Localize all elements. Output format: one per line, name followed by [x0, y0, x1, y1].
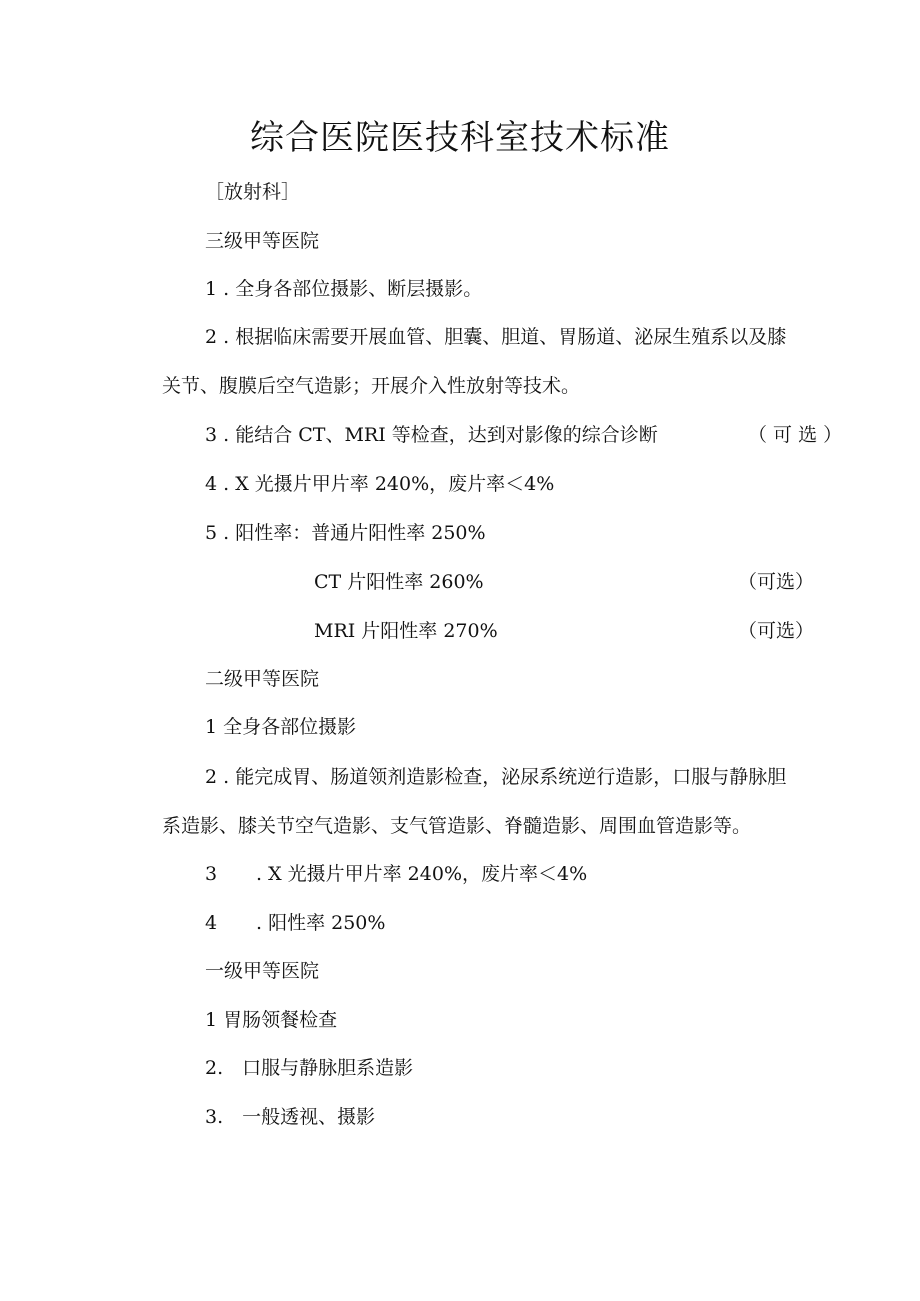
tier3-item5-ct-optional-note: （可选）: [738, 571, 815, 593]
tier2-item4: . 阳性率 250%: [256, 912, 386, 934]
tier3-item5-mri: MRI 片阳性率 270%: [314, 620, 498, 642]
tier2-item2-line2: 系造影、膝关节空气造影、支气管造影、脊髓造影、周围血管造影等。: [162, 815, 752, 837]
tier2-item2-line1: 2 . 能完成胃、肠道领剂造影检查，泌尿系统逆行造影，口服与静脉胆: [205, 766, 787, 788]
tier3-heading: 三级甲等医院: [205, 230, 320, 252]
tier3-item1: 1 . 全身各部位摄影、断层摄影。: [205, 278, 483, 300]
tier3-item3-optional-note: （ 可 选 ）: [748, 424, 843, 446]
tier2-heading: 二级甲等医院: [205, 668, 320, 690]
tier3-item5: 5 . 阳性率：普通片阳性率 250%: [205, 522, 486, 544]
tier2-item1: 1 全身各部位摄影: [205, 716, 357, 738]
tier3-item5-ct: CT 片阳性率 260%: [314, 571, 484, 593]
tier1-item1: 1 胃肠领餐检查: [205, 1009, 338, 1031]
tier3-item2-line2: 关节、腹膜后空气造影；开展介入性放射等技术。: [162, 375, 581, 397]
tier1-item2: 2. 口服与静脉胆系造影: [205, 1057, 414, 1079]
tier2-item4-number: 4: [205, 912, 218, 934]
document-title: 综合医院医技科室技术标准: [250, 118, 670, 158]
tier2-item3: . X 光摄片甲片率 240%，废片率＜4%: [256, 863, 588, 885]
tier1-heading: 一级甲等医院: [205, 960, 320, 982]
tier1-item3: 3. 一般透视、摄影: [205, 1106, 376, 1128]
tier2-item3-number: 3: [205, 863, 218, 885]
tier3-item2-line1: 2 . 根据临床需要开展血管、胆囊、胆道、胃肠道、泌尿生殖系以及膝: [205, 326, 787, 348]
section-heading: ［放射科］: [205, 181, 301, 203]
tier3-item5-mri-optional-note: （可选）: [738, 620, 815, 642]
tier3-item3: 3 . 能结合 CT、MRI 等检查，达到对影像的综合诊断: [205, 424, 658, 446]
tier3-item4: 4 . X 光摄片甲片率 240%，废片率＜4%: [205, 473, 555, 495]
